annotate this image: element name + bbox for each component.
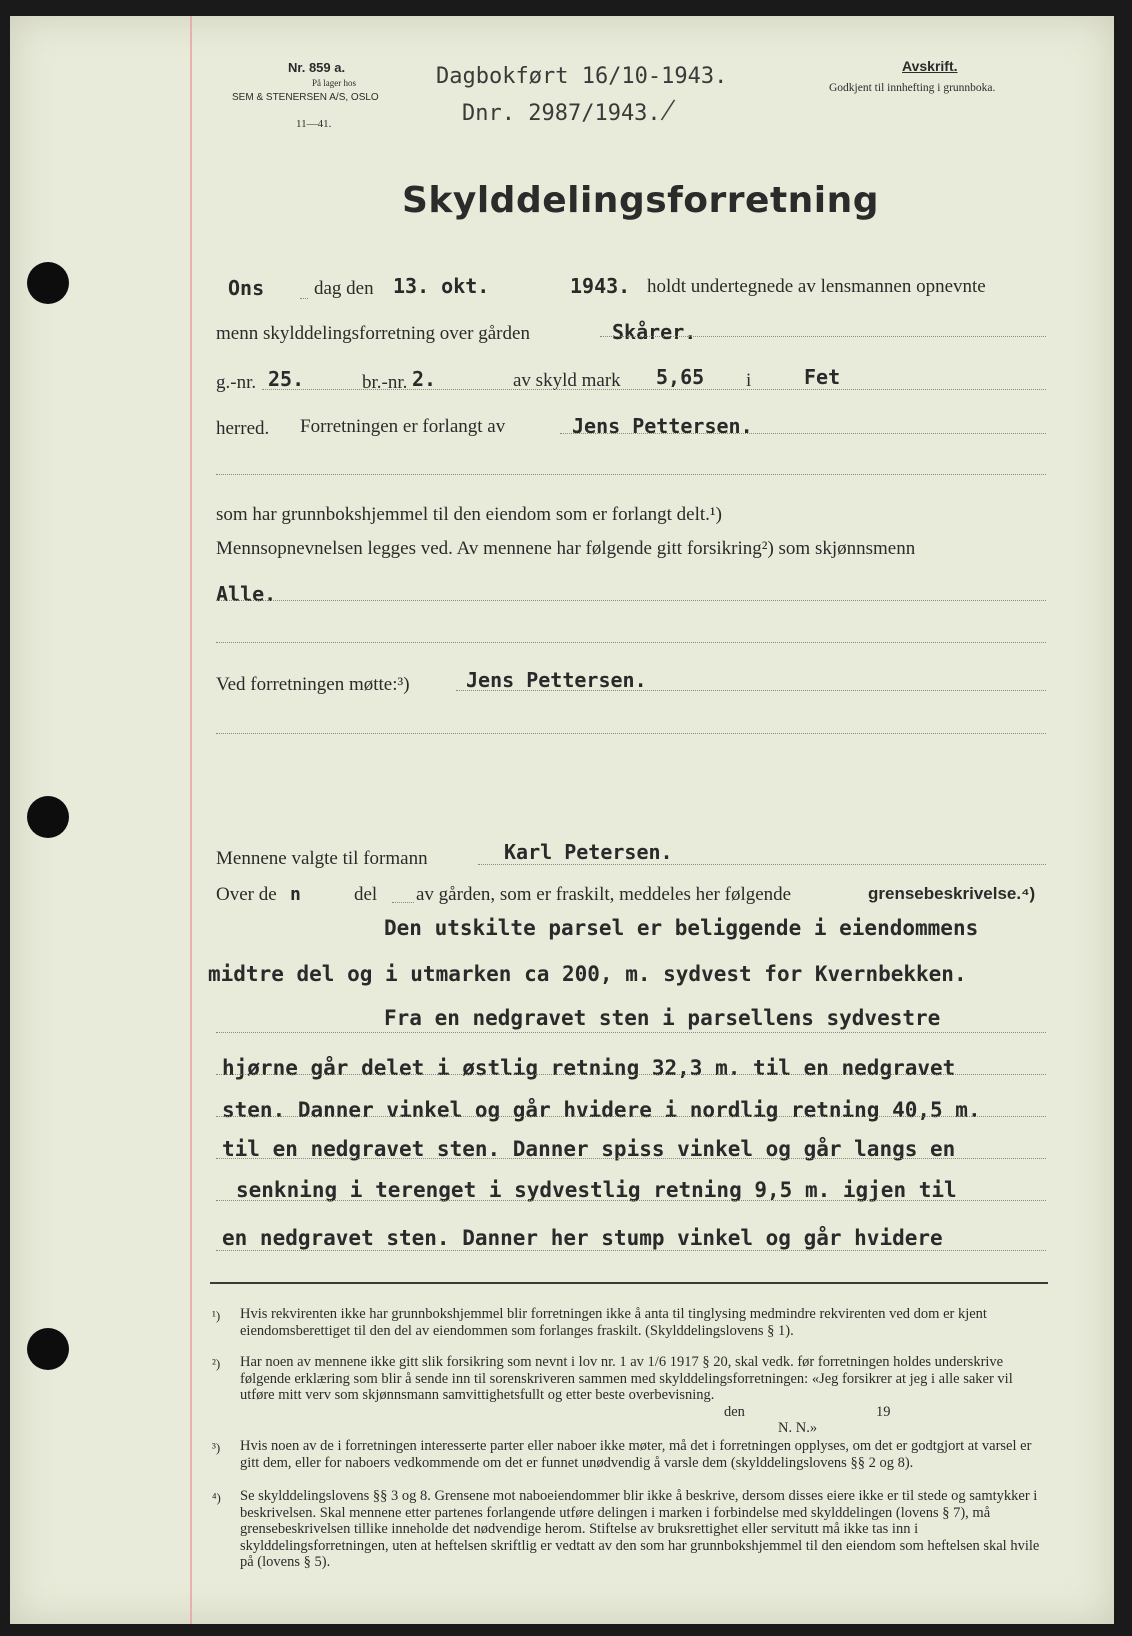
farm-label: menn skylddelingsforretning over gården [216,323,530,344]
footnote-text: Se skylddelingslovens §§ 3 og 8. Grensene mot naboeiendommer blir ikke å beskrive, dersom disses eiere ikke er til stede og samtykker i beskrivelsen. Skal mennene etter partenes forlangende utføre delingen i marken i forbindelse med skylddelingen (lovens § 7), må grensebeskrivelsen tillike inneholde det nødvendige herom. Stiftelse av bruksrettighet eller servitutt må ikke tas inn i skylddelingsforretningen, uten at heftelsen skriftlig er vedtatt av den som har grunnbokshjemmel til den eiendom som heftelsen skal hvile på (lovens § 5). [240,1488,1040,1570]
intro-text: holdt undertegnede av lensmannen opnevnte [647,276,986,297]
footnote-number: ¹) [212,1308,221,1323]
gnr-value: 25. [268,367,305,391]
requested-label: Forretningen er forlangt av [300,416,506,437]
dag-den-label: dag den [314,278,374,299]
description-line: senkning i terenget i sydvestlig retning 9,5 m. igjen til [236,1178,957,1202]
insured-value: Alle. [216,582,277,606]
weekday-value: Ons [228,276,265,300]
footnote-den: den [724,1404,745,1420]
ownership-text: som har grunnbokshjemmel til den eiendom som er forlangt delt.¹) [216,504,722,525]
copy-label: Avskrift. [902,58,958,74]
footnote-number: ²) [212,1356,221,1371]
footnote-signature: N. N.» [778,1420,818,1436]
boundary-intro: av gården, som er fraskilt, meddeles her følgende [416,884,792,905]
present-label: Ved forretningen møtte:³) [216,674,410,695]
farm-value: Skårer. [612,320,697,344]
description-line: hjørne går delet i østlig retning 32,3 m. til en nedgravet [222,1056,956,1080]
date-value: 13. okt. [393,274,490,298]
footnote-rule [210,1282,1048,1284]
herred-label: herred. [216,418,270,439]
punch-hole [27,1328,69,1370]
footnote-text: Har noen av mennene ikke gitt slik forsikring som nevnt i lov nr. 1 av 1/6 1917 § 20, skal vedk. før forretningen holdes underskrive følgende erklæring som blir å sende inn til sorenskriveren sammen med skylddelingsforretningen: «Jeg forsikrer at jeg i alle saker vil utføre mitt verv som skjønnsmann samvittighetsfullt og etter beste overbevisning. [240,1354,1013,1403]
description-line: en nedgravet sten. Danner her stump vinkel og går hvidere [222,1226,943,1250]
herred-name: Fet [804,365,841,389]
form-number: Nr. 859 a. [288,60,346,75]
punch-hole [27,796,69,838]
footnote-text: Hvis noen av de i forretningen interesserte parter eller naboer ikke møter, må det i forretningen opplyses, om det er godtgjort at varsel er gitt dem, eller for naboers vedkommende om det er funnet unødvendig å varsle dem (skylddelingslovens §§ 2 og 8). [240,1438,1032,1471]
description-line: sten. Danner vinkel og går hvidere i nordlig retning 40,5 m. [222,1098,981,1122]
check-mark: / [658,91,677,130]
margin-line [190,16,192,1624]
document-title: Skylddelingsforretning [402,180,880,221]
bnr-label: br.-nr. [362,372,408,393]
boundary-label: grensebeskrivelse.⁴) [868,884,1036,903]
bnr-value: 2. [412,367,437,391]
description-line: Fra en nedgravet sten i parsellens sydvestre [384,1006,941,1030]
del-label: del [354,884,378,905]
chair-label: Mennene valgte til formann [216,848,428,869]
requested-by: Jens Pettersen. [572,414,753,438]
chair-value: Karl Petersen. [504,840,673,864]
printer-line2: SEM & STENERSEN A/S, OSLO [232,92,379,103]
description-line: midtre del og i utmarken ca 200, m. sydvest for Kvernbekken. [208,962,967,986]
punch-hole [27,262,69,304]
description-line: til en nedgravet sten. Danner spiss vinkel og går langs en [222,1137,956,1161]
over-label: Over de [216,884,277,905]
appointment-text: Mennsopnevnelsen legges ved. Av mennene har følgende gitt forsikring²) som skjønnsmenn [216,538,916,559]
print-date: 11—41. [296,118,332,130]
present-value: Jens Pettersen. [466,668,647,692]
footnote-number: ⁴) [212,1490,221,1505]
skyld-value: 5,65 [656,365,705,389]
year-value: 1943. [570,274,631,298]
i-label: i [746,370,752,391]
footnote-text: Hvis rekvirenten ikke har grunnbokshjemmel blir forretningen ikke å anta til tinglysing medmindre rekvirenten ved dom er kjent eiendomsberettiget til den del av eiendommen som forlanges fraskilt. (Skylddelingslovens § 1). [240,1306,987,1339]
approval-note: Godkjent til innhefting i grunnboka. [829,82,996,94]
description-line: Den utskilte parsel er beliggende i eiendommens [384,916,979,940]
registration-stamp: Dagbokført 16/10-1943. [436,64,728,89]
gnr-label: g.-nr. [216,372,257,393]
footnote-number: ³) [212,1440,221,1455]
over-fill: n [290,884,301,905]
printer-line1: På lager hos [312,78,356,88]
footnote-year: 19 [876,1404,891,1420]
skyld-label: av skyld mark [513,370,621,391]
registration-number: Dnr. 2987/1943. [462,101,661,126]
